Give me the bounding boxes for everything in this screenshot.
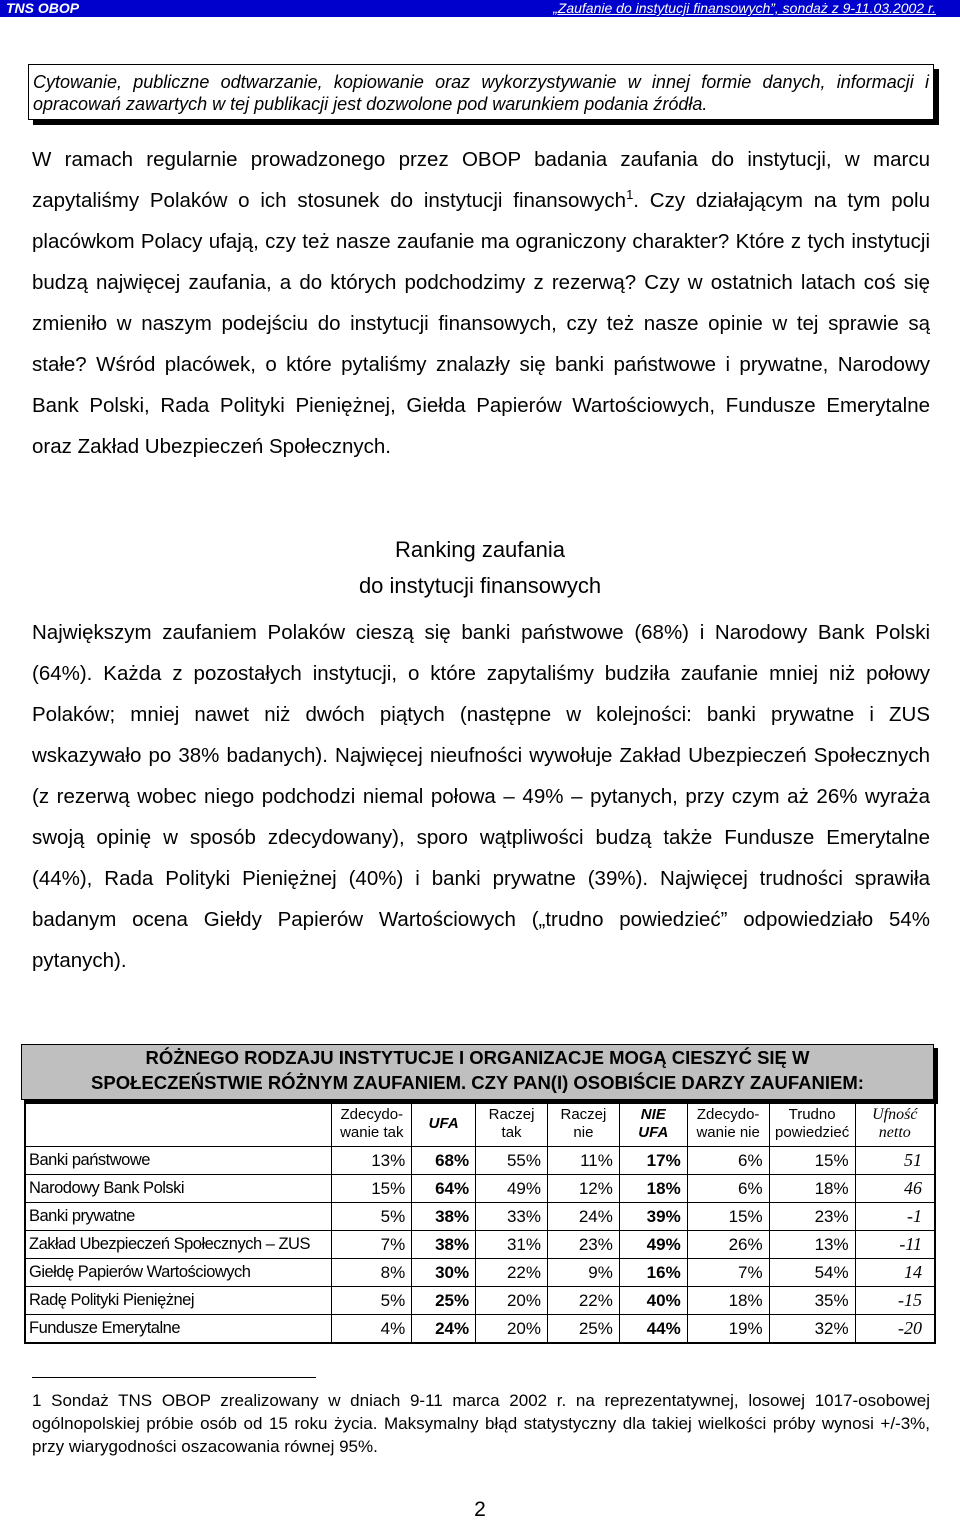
intro-text-1: W ramach regularnie prowadzonego przez OBOP badania zaufania do instytucji, w marcu zapytaliśmy Polaków o ich stosunek do instytucji finansowych — [32, 148, 930, 212]
cell-value: 15% — [687, 1203, 769, 1231]
cell-value: 20% — [476, 1315, 548, 1344]
col-header-ufnosc-netto: Ufność netto — [855, 1101, 935, 1147]
row-label: Fundusze Emerytalne — [25, 1315, 332, 1344]
cell-value: 12% — [547, 1175, 619, 1203]
cell-value: 4% — [332, 1315, 412, 1344]
cell-value: 38% — [412, 1231, 476, 1259]
table-title-line2: SPOŁECZEŃSTWIE RÓŻNYM ZAUFANIEM. CZY PAN(I) OSOBIŚCIE DARZY ZAUFANIEM: — [91, 1072, 864, 1093]
table-title — [21, 1044, 934, 1100]
cell-netto: -11 — [855, 1231, 935, 1259]
section-title — [0, 532, 960, 604]
cell-netto: 14 — [855, 1259, 935, 1287]
trust-table — [24, 1100, 936, 1344]
cell-value: 11% — [547, 1147, 619, 1175]
cell-value: 33% — [476, 1203, 548, 1231]
row-label: Zakład Ubezpieczeń Społecznych – ZUS — [25, 1231, 332, 1259]
page-number: 2 — [474, 1498, 486, 1521]
cell-netto: -20 — [855, 1315, 935, 1344]
cell-netto: 51 — [855, 1147, 935, 1175]
cell-value: 31% — [476, 1231, 548, 1259]
cell-value: 39% — [619, 1203, 687, 1231]
footnote: 1 Sondaż TNS OBOP zrealizowany w dniach 9-11 marca 2002 r. na reprezentatywnej, losowej 1017-osobowej ogólnopolskiej próbie osób od 15 roku życia. Maksymalny błąd statystyczny dla takiej wielkości próby wynosi +/-3%, przy wiarygodności oszacowania równej 95%. — [32, 1391, 930, 1456]
cell-value: 18% — [619, 1175, 687, 1203]
cell-value: 6% — [687, 1175, 769, 1203]
cell-value: 13% — [332, 1147, 412, 1175]
table-row — [25, 1231, 935, 1259]
cell-value: 5% — [332, 1287, 412, 1315]
footnote-ref[interactable]: 1 — [626, 187, 634, 203]
cell-value: 54% — [769, 1259, 855, 1287]
col-header-raczej-tak: Raczej tak — [476, 1101, 548, 1147]
cell-value: 22% — [476, 1259, 548, 1287]
intro-paragraph — [32, 139, 930, 467]
cell-value: 32% — [769, 1315, 855, 1344]
intro-text-2: . Czy działającym na tym polu placówkom Polacy ufają, czy też nasze zaufanie ma ograniczony charakter? Które z tych instytucji budzą najwięcej zaufania, a do których podchodzimy z rezerwą? Czy w ostatnich latach coś się zmieniło w naszym podejściu do instytucji finansowych, czy też nasze opinie w tej sprawie są stałe? Wśród placówek, o które pytaliśmy znalazły się banki państwowe i prywatne, Narodowy Bank Polski, Rada Polityki Pieniężnej, Giełda Papierów Wartościowych, Fundusze Emerytalne oraz Zakład Ubezpieczeń Społecznych. — [32, 189, 930, 458]
cell-value: 20% — [476, 1287, 548, 1315]
cell-value: 13% — [769, 1231, 855, 1259]
table-row — [25, 1315, 935, 1344]
cell-value: 19% — [687, 1315, 769, 1344]
cell-value: 6% — [687, 1147, 769, 1175]
row-label: Banki państwowe — [25, 1147, 332, 1175]
cell-value: 9% — [547, 1259, 619, 1287]
header-brand: TNS OBOP — [6, 0, 80, 16]
cell-value: 35% — [769, 1287, 855, 1315]
cell-value: 25% — [412, 1287, 476, 1315]
cell-value: 38% — [412, 1203, 476, 1231]
row-label: Narodowy Bank Polski — [25, 1175, 332, 1203]
copyright-notice-text: Cytowanie, publiczne odtwarzanie, kopiowanie oraz wykorzystywanie w innej formie danych, informacji i opracowań zawartych w tej publikacji jest dozwolone pod warunkiem podania źródła. — [33, 72, 929, 114]
cell-value: 5% — [332, 1203, 412, 1231]
cell-value: 64% — [412, 1175, 476, 1203]
cell-value: 23% — [547, 1231, 619, 1259]
cell-value: 49% — [619, 1231, 687, 1259]
cell-value: 24% — [547, 1203, 619, 1231]
cell-value: 15% — [769, 1147, 855, 1175]
col-header-raczej-nie: Raczej nie — [547, 1101, 619, 1147]
body-paragraph: Największym zaufaniem Polaków cieszą się banki państwowe (68%) i Narodowy Bank Polski (64%). Każda z pozostałych instytucji, o które zapytaliśmy budziła zaufanie mniej niż połowy Polaków; mniej nawet niż dwóch piątych (następne w kolejności: banki prywatne i ZUS wskazywało po 38% badanych). Najwięcej nieufności wywołuje Zakład Ubezpieczeń Społecznych (z rezerwą wobec niego podchodzi niemal połowa – 49% – pytanych, przy czym aż 26% wyraża swoją opinię w sposób zdecydowany), sporo wątpliwości budzą także Fundusze Emerytalne (44%), Rada Polityki Pieniężnej (40%) i banki prywatne (39%). Najwięcej trudności sprawiła badanym ocena Giełdy Papierów Wartościowych („trudno powiedzieć” odpowiedziało 54% pytanych). — [32, 621, 930, 972]
cell-value: 26% — [687, 1231, 769, 1259]
cell-value: 49% — [476, 1175, 548, 1203]
col-header-zdecydowanie-nie: Zdecydo- wanie nie — [687, 1101, 769, 1147]
cell-netto: -15 — [855, 1287, 935, 1315]
copyright-notice — [28, 64, 934, 120]
row-label: Giełdę Papierów Wartościowych — [25, 1259, 332, 1287]
cell-value: 18% — [769, 1175, 855, 1203]
cell-value: 18% — [687, 1287, 769, 1315]
section-title-line2: do instytucji finansowych — [358, 573, 602, 598]
cell-value: 22% — [547, 1287, 619, 1315]
cell-value: 40% — [619, 1287, 687, 1315]
table-row — [25, 1203, 935, 1231]
table-row — [25, 1259, 935, 1287]
table-row — [25, 1175, 935, 1203]
col-header-zdecydowanie-tak: Zdecydo- wanie tak — [332, 1101, 412, 1147]
col-header-trudno-powiedziec: Trudno powiedzieć — [769, 1101, 855, 1147]
cell-netto: -1 — [855, 1203, 935, 1231]
table-row — [25, 1147, 935, 1175]
cell-value: 55% — [476, 1147, 548, 1175]
cell-value: 8% — [332, 1259, 412, 1287]
cell-value: 30% — [412, 1259, 476, 1287]
header-empty-cell — [25, 1101, 332, 1147]
row-label: Banki prywatne — [25, 1203, 332, 1231]
header-report-title: „Zaufanie do instytucji finansowych”, sondaż z 9-11.03.2002 r. — [553, 0, 936, 16]
cell-value: 15% — [332, 1175, 412, 1203]
page-header — [0, 0, 960, 17]
col-header-ufa: UFA — [412, 1101, 476, 1147]
footnote-divider — [32, 1377, 316, 1378]
row-label: Radę Polityki Pieniężnej — [25, 1287, 332, 1315]
cell-value: 7% — [332, 1231, 412, 1259]
table-header-row — [25, 1101, 935, 1147]
cell-value: 25% — [547, 1315, 619, 1344]
cell-value: 44% — [619, 1315, 687, 1344]
cell-value: 16% — [619, 1259, 687, 1287]
cell-value: 17% — [619, 1147, 687, 1175]
cell-value: 7% — [687, 1259, 769, 1287]
cell-value: 23% — [769, 1203, 855, 1231]
section-title-line1: Ranking zaufania — [394, 537, 565, 562]
col-header-nie-ufa: NIE UFA — [619, 1101, 687, 1147]
cell-value: 68% — [412, 1147, 476, 1175]
table-title-line1: RÓŻNEGO RODZAJU INSTYTUCJE I ORGANIZACJE MOGĄ CIESZYĆ SIĘ W — [145, 1047, 810, 1068]
cell-value: 24% — [412, 1315, 476, 1344]
table-row — [25, 1287, 935, 1315]
cell-netto: 46 — [855, 1175, 935, 1203]
